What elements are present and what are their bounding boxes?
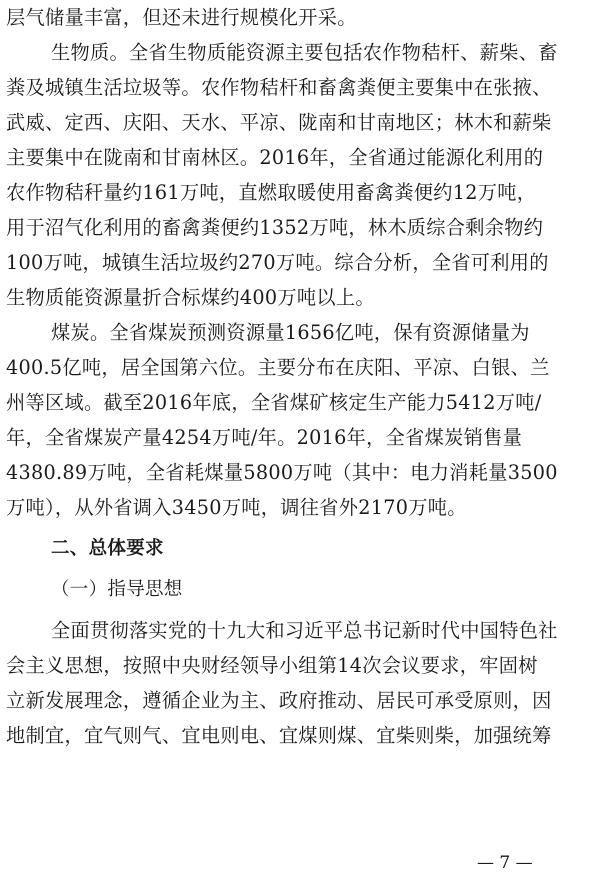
paragraph-line: 100万吨，城镇生活垃圾约270万吨。综合分析，全省可利用的 [6,251,549,274]
paragraph-line: 用于沼气化利用的畜禽粪便约1352万吨，林木质综合剩余物约 [6,216,544,239]
paragraph-line: 主要集中在陇南和甘南林区。2016年，全省通过能源化利用的 [6,146,544,169]
paragraph-line: 生物质能资源量折合标煤约400万吨以上。 [6,286,375,309]
paragraph-line: 层气储量丰富，但还未进行规模化开采。 [6,6,357,29]
paragraph-line: 生物质。全省生物质能资源主要包括农作物秸杆、薪柴、畜 [51,41,558,64]
paragraph-line: 州等区域。截至2016年底，全省煤矿核定生产能力5412万吨/ [6,391,542,414]
subsection-heading: （一）指导思想 [51,579,183,600]
paragraph-line: 立新发展理念，遵循企业为主、政府推动、居民可承受原则，因 [6,689,552,712]
paragraph-line: 400.5亿吨，居全国第六位。主要分布在庆阳、平凉、白银、兰 [6,356,550,379]
paragraph-line: 地制宜，宜气则气、宜电则电、宜煤则煤、宜柴则柴，加强统筹 [6,724,552,747]
paragraph-line: 煤炭。全省煤炭预测资源量1656亿吨，保有资源储量为 [51,321,530,344]
document-body [6,0,591,753]
paragraph-line: 万吨），从外省调入3450万吨，调往省外2170万吨。 [6,496,467,519]
section-heading: 二、总体要求 [51,538,164,559]
page-number: — 7 — [477,853,533,873]
paragraph-line: 会主义思想，按照中央财经领导小组第14次会议要求，牢固树 [6,654,538,677]
paragraph-line: 粪及城镇生活垃圾等。农作物秸杆和畜禽粪便主要集中在张掖、 [6,76,552,99]
paragraph-line: 年，全省煤炭产量4254万吨/年。2016年，全省煤炭销售量 [6,426,523,449]
paragraph-line: 4380.89万吨，全省耗煤量5800万吨（其中：电力消耗量3500 [6,461,558,484]
paragraph-line: 全面贯彻落实党的十九大和习近平总书记新时代中国特色社 [51,619,558,642]
paragraph-line: 农作物秸秆量约161万吨，直燃取暖使用畜禽粪便约12万吨， [6,181,537,204]
paragraph-line: 武威、定西、庆阳、天水、平凉、陇南和甘南地区；林木和薪柴 [6,111,552,134]
